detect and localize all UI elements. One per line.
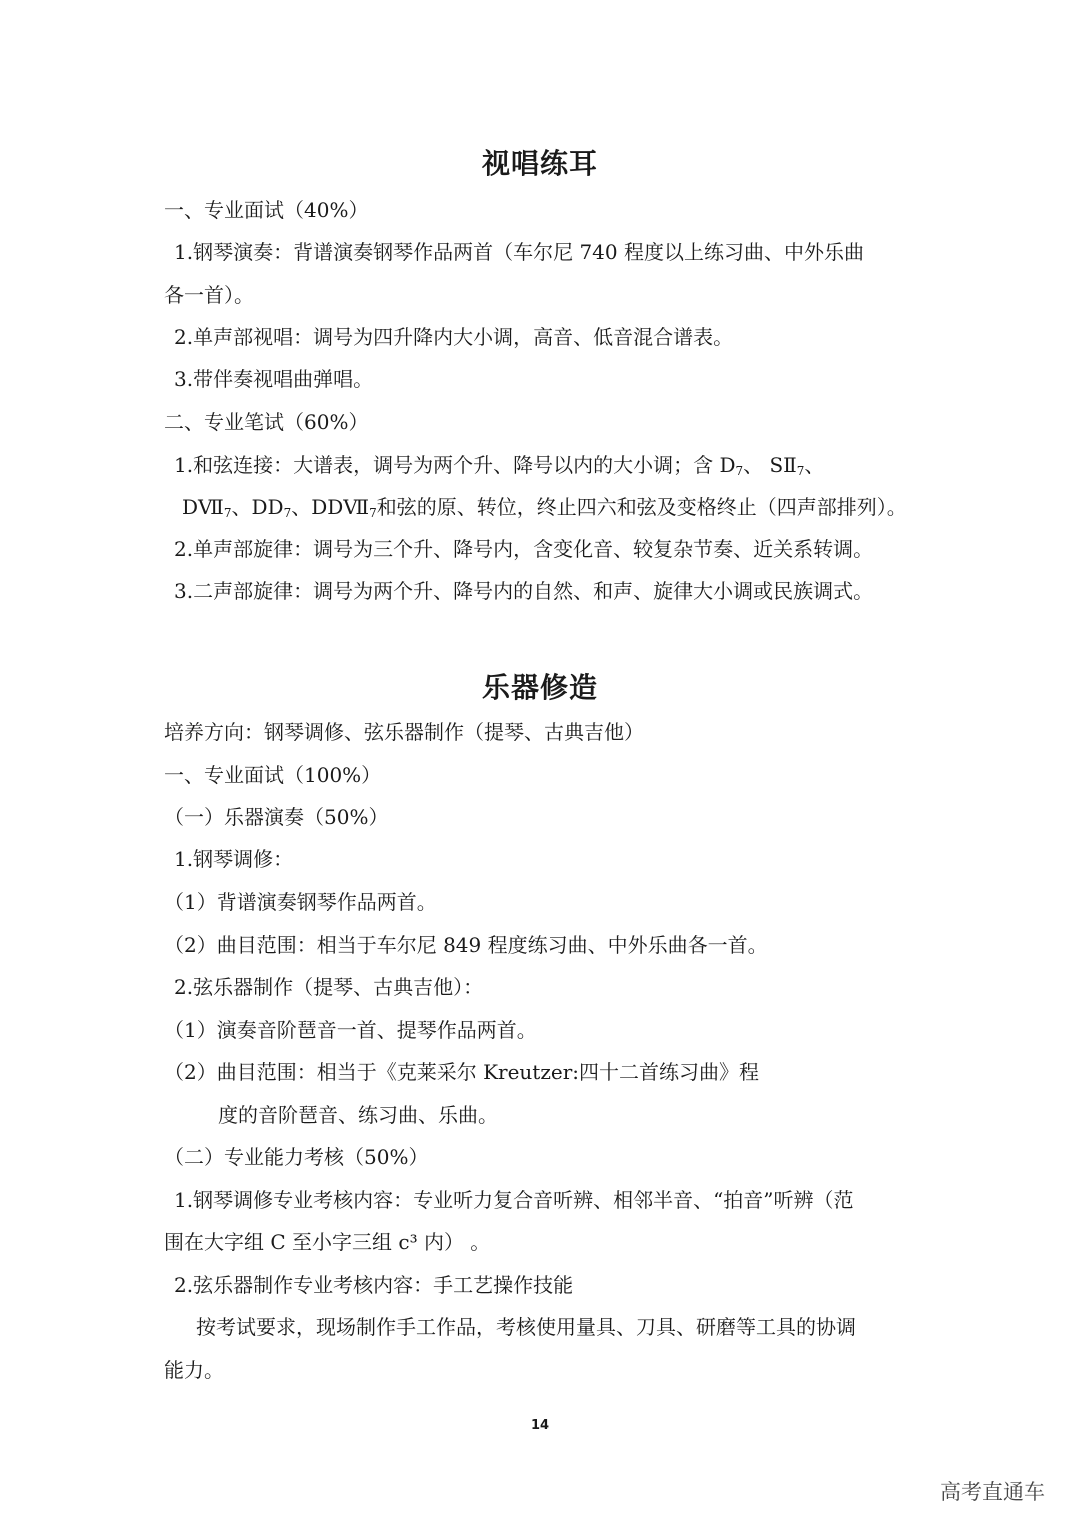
chord-subscript: 7 xyxy=(283,506,292,520)
text-line: 3.二声部旋律：调号为两个升、降号内的自然、和声、旋律大小调或民族调式。 xyxy=(174,579,874,603)
text-line: 围在大字组 C 至小字三组 c³ 内） 。 xyxy=(164,1230,491,1254)
text-line: 1.钢琴调修： xyxy=(174,847,294,871)
text-line: （2）曲目范围：相当于车尔尼 849 程度练习曲、中外乐曲各一首。 xyxy=(164,933,768,957)
harmony-text: DⅦ xyxy=(182,495,224,519)
text-line: （二）专业能力考核（50%） xyxy=(164,1145,429,1169)
text-line: 1.钢琴调修专业考核内容：专业听力复合音听辨、相邻半音、“拍音”听辨（范 xyxy=(174,1188,854,1212)
harmony-connection-line-2 xyxy=(182,493,907,527)
text-line: 各一首）。 xyxy=(164,283,254,307)
harmony-text: 1.和弦连接：大谱表，调号为两个升、降号以内的大小调；含 D xyxy=(174,453,736,477)
text-line: （一）乐器演奏（50%） xyxy=(164,805,389,829)
section-title-sight-singing: 视唱练耳 xyxy=(481,147,598,180)
harmony-text: 、 SⅡ xyxy=(743,453,797,477)
text-line: 按考试要求，现场制作手工作品，考核使用量具、刀具、研磨等工具的协调 xyxy=(196,1315,856,1339)
harmony-text: 、DDⅦ xyxy=(291,495,370,519)
harmony-text: 、DD xyxy=(231,495,284,519)
text-line: 3.带伴奏视唱曲弹唱。 xyxy=(174,367,374,391)
text-line: 培养方向：钢琴调修、弦乐器制作（提琴、古典吉他） xyxy=(164,720,644,744)
chord-subscript: 7 xyxy=(735,464,744,478)
text-line: 1.钢琴演奏：背谱演奏钢琴作品两首（车尔尼 740 程度以上练习曲、中外乐曲 xyxy=(174,240,864,264)
text-line: （1）演奏音阶琶音一首、提琴作品两首。 xyxy=(164,1018,537,1042)
text-line: 一、专业面试（100%） xyxy=(164,763,382,787)
chord-subscript: 7 xyxy=(223,506,232,520)
text-line: 2.弦乐器制作专业考核内容：手工艺操作技能 xyxy=(174,1273,574,1297)
page-number: 14 xyxy=(530,1418,550,1433)
chord-subscript: 7 xyxy=(369,506,377,520)
watermark-text: 高考直通车 xyxy=(940,1480,1045,1504)
text-line: 2.单声部视唱：调号为四升降内大小调，高音、低音混合谱表。 xyxy=(174,325,734,349)
text-line: 一、专业面试（40%） xyxy=(164,198,369,222)
harmony-text: 、 xyxy=(804,453,825,477)
harmony-text: 和弦的原、转位，终止四六和弦及变格终止（四声部排列）。 xyxy=(376,495,907,519)
text-line: 2.弦乐器制作（提琴、古典吉他）： xyxy=(174,975,484,999)
text-line: 2.单声部旋律：调号为三个升、降号内，含变化音、较复杂节奏、近关系转调。 xyxy=(174,537,874,561)
text-line: （2）曲目范围：相当于《克莱采尔 Kreutzer:四十二首练习曲》程 xyxy=(164,1060,760,1084)
text-line: 度的音阶琶音、练习曲、乐曲。 xyxy=(218,1103,498,1127)
harmony-connection-line xyxy=(174,451,824,485)
text-line: （1）背谱演奏钢琴作品两首。 xyxy=(164,890,437,914)
text-line: 能力。 xyxy=(164,1358,224,1382)
chord-subscript: 7 xyxy=(796,464,805,478)
text-line: 二、专业笔试（60%） xyxy=(164,410,369,434)
section-title-instrument-repair: 乐器修造 xyxy=(481,671,598,704)
